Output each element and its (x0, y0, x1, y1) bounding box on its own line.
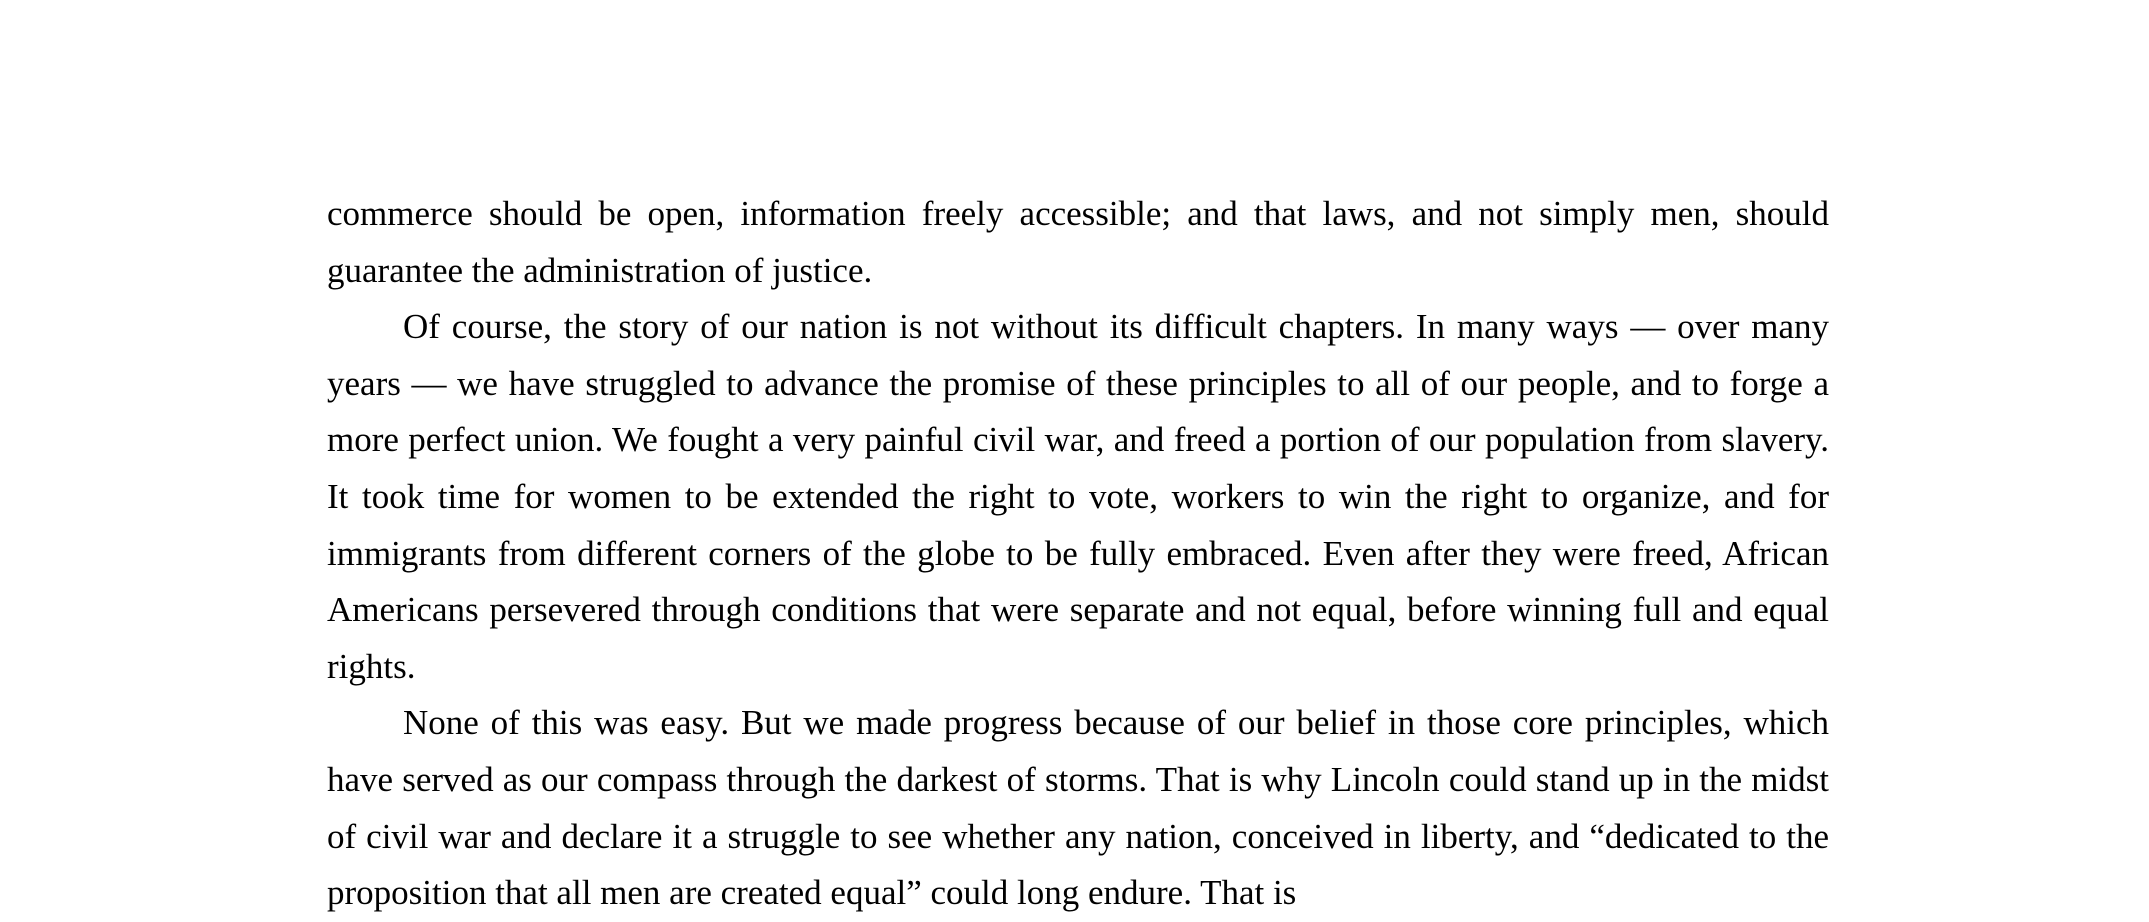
paragraph-1: commerce should be open, information freely accessible; and that laws, and not simply men, should guarantee the administration of justice. (327, 194, 1829, 290)
paragraph-3: None of this was easy. But we made progress because of our belief in those core principles, which have served as our compass through the darkest of storms. That is why Lincoln could stand up in the midst of civil war and declare it a struggle to see whether any nation, conceived in liberty, and “dedicated to the proposition that all men are created equal” could long endure. That is (327, 703, 1829, 913)
paragraph-2: Of course, the story of our nation is not without its difficult chapters. In many ways — over many years — we have struggled to advance the promise of these principles to all of our people, and to forge a more perfect union. We fought a very painful civil war, and freed a portion of our population from slavery. It took time for women to be extended the right to vote, workers to win the right to organize, and for immigrants from different corners of the globe to be fully embraced. Even after they were freed, African Americans persevered through conditions that were separate and not equal, before winning full and equal rights. (327, 307, 1829, 686)
document-body (327, 186, 1829, 922)
